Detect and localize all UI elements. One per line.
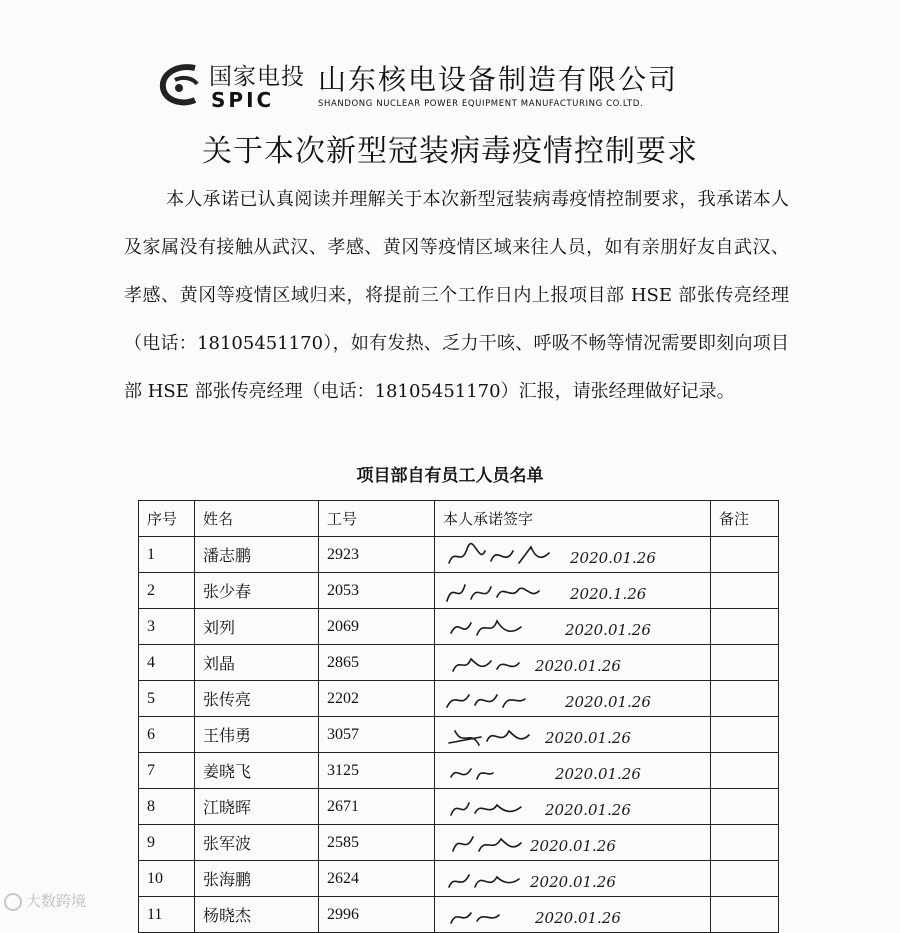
cell-remarks — [711, 573, 779, 609]
cell-name: 刘列 — [195, 609, 319, 645]
cell-signature — [435, 897, 711, 933]
cell-employee-id: 2585 — [319, 825, 435, 861]
table-row — [139, 861, 779, 897]
watermark-logo-icon — [4, 893, 22, 911]
table-row — [139, 717, 779, 753]
cell-signature — [435, 645, 711, 681]
cell-signature — [435, 681, 711, 717]
table-title: 项目部自有员工人员名单 — [356, 466, 544, 486]
handwritten-signature — [435, 825, 710, 861]
handwritten-signature — [435, 681, 710, 717]
cell-name: 潘志鹏 — [195, 537, 319, 573]
cell-employee-id: 3125 — [319, 753, 435, 789]
cell-signature — [435, 861, 711, 897]
cell-seq: 1 — [139, 537, 195, 573]
cell-remarks — [711, 609, 779, 645]
cell-signature — [435, 537, 711, 573]
cell-remarks — [711, 645, 779, 681]
cell-employee-id: 2923 — [319, 537, 435, 573]
table-row — [139, 537, 779, 573]
cell-name: 张传亮 — [195, 681, 319, 717]
signature-date: 2020.01.26 — [535, 909, 621, 927]
signature-date: 2020.01.26 — [535, 657, 621, 675]
handwritten-signature — [435, 897, 710, 933]
table-row — [139, 753, 779, 789]
cell-name: 江晓晖 — [195, 789, 319, 825]
table-row — [139, 825, 779, 861]
letterhead — [155, 58, 695, 116]
cell-remarks — [711, 537, 779, 573]
cell-employee-id: 2624 — [319, 861, 435, 897]
handwritten-signature — [435, 717, 710, 753]
cell-employee-id: 2996 — [319, 897, 435, 933]
table-row — [139, 573, 779, 609]
cell-remarks — [711, 717, 779, 753]
cell-name: 杨晓杰 — [195, 897, 319, 933]
company-name: 山东核电设备制造有限公司 — [318, 63, 679, 96]
cell-seq: 11 — [139, 897, 195, 933]
cell-seq: 3 — [139, 609, 195, 645]
cell-employee-id: 2671 — [319, 789, 435, 825]
table-row — [139, 681, 779, 717]
handwritten-signature — [435, 645, 710, 681]
cell-employee-id: 2865 — [319, 645, 435, 681]
signature-date: 2020.01.26 — [545, 729, 631, 747]
table-row — [139, 897, 779, 933]
cell-employee-id: 2053 — [319, 573, 435, 609]
signature-date: 2020.01.26 — [545, 801, 631, 819]
commitment-paragraph: 本人承诺已认真阅读并理解关于本次新型冠装病毒疫情控制要求，我承诺本人及家属没有接触从武汉、孝感、黄冈等疫情区域来往人员，如有亲朋好友自武汉、孝感、黄冈等疫情区域归来，将提前三个工作日内上报项目部 HSE 部张传亮经理（电话：18105451170），如有发热、乏力干咳、呼吸不畅等情况需要即刻向项目部 HSE 部张传亮经理（电话：18105451170）汇报，请张经理做好记录。 — [124, 189, 789, 402]
cell-signature — [435, 573, 711, 609]
header-seq: 序号 — [139, 501, 195, 537]
table-body — [139, 537, 779, 933]
cell-remarks — [711, 897, 779, 933]
header-name: 姓名 — [195, 501, 319, 537]
signature-date: 2020.01.26 — [555, 765, 641, 783]
table-row — [139, 645, 779, 681]
cell-name: 张少春 — [195, 573, 319, 609]
cell-signature — [435, 609, 711, 645]
watermark-text: 大数跨境 — [26, 892, 87, 910]
brand-chinese: 国家电投 — [209, 64, 305, 90]
cell-signature — [435, 789, 711, 825]
signature-date: 2020.01.26 — [565, 693, 651, 711]
cell-remarks — [711, 789, 779, 825]
signature-date: 2020.01.26 — [565, 621, 651, 639]
cell-name: 姜晓飞 — [195, 753, 319, 789]
company-name-english: SHANDONG NUCLEAR POWER EQUIPMENT MANUFACTURING CO.LTD. — [318, 99, 644, 109]
cell-remarks — [711, 861, 779, 897]
watermark — [4, 890, 86, 911]
document-title: 关于本次新型冠装病毒疫情控制要求 — [202, 134, 698, 169]
table-header-row — [139, 501, 779, 537]
header-signature: 本人承诺签字 — [435, 501, 711, 537]
handwritten-signature — [435, 537, 710, 573]
cell-name: 张军波 — [195, 825, 319, 861]
signature-date: 2020.1.26 — [570, 585, 647, 603]
signature-date: 2020.01.26 — [530, 873, 616, 891]
cell-seq: 8 — [139, 789, 195, 825]
cell-employee-id: 2202 — [319, 681, 435, 717]
table-row — [139, 789, 779, 825]
cell-name: 王伟勇 — [195, 717, 319, 753]
cell-remarks — [711, 825, 779, 861]
header-id: 工号 — [319, 501, 435, 537]
signature-date: 2020.01.26 — [530, 837, 616, 855]
cell-seq: 9 — [139, 825, 195, 861]
handwritten-signature — [435, 609, 710, 645]
cell-seq: 5 — [139, 681, 195, 717]
signature-date: 2020.01.26 — [570, 549, 656, 567]
handwritten-signature — [435, 789, 710, 825]
cell-signature — [435, 717, 711, 753]
handwritten-signature — [435, 573, 710, 609]
cell-seq: 4 — [139, 645, 195, 681]
cell-name: 张海鹏 — [195, 861, 319, 897]
cell-seq: 10 — [139, 861, 195, 897]
spic-logo-icon — [155, 60, 207, 112]
cell-signature — [435, 753, 711, 789]
cell-seq: 2 — [139, 573, 195, 609]
handwritten-signature — [435, 861, 710, 897]
cell-seq: 6 — [139, 717, 195, 753]
handwritten-signature — [435, 753, 710, 789]
table-row — [139, 609, 779, 645]
cell-employee-id: 3057 — [319, 717, 435, 753]
cell-name: 刘晶 — [195, 645, 319, 681]
cell-remarks — [711, 681, 779, 717]
cell-employee-id: 2069 — [319, 609, 435, 645]
cell-remarks — [711, 753, 779, 789]
brand-english: SPIC — [211, 88, 275, 112]
cell-signature — [435, 825, 711, 861]
cell-seq: 7 — [139, 753, 195, 789]
header-remarks: 备注 — [711, 501, 779, 537]
employee-table — [138, 500, 779, 933]
